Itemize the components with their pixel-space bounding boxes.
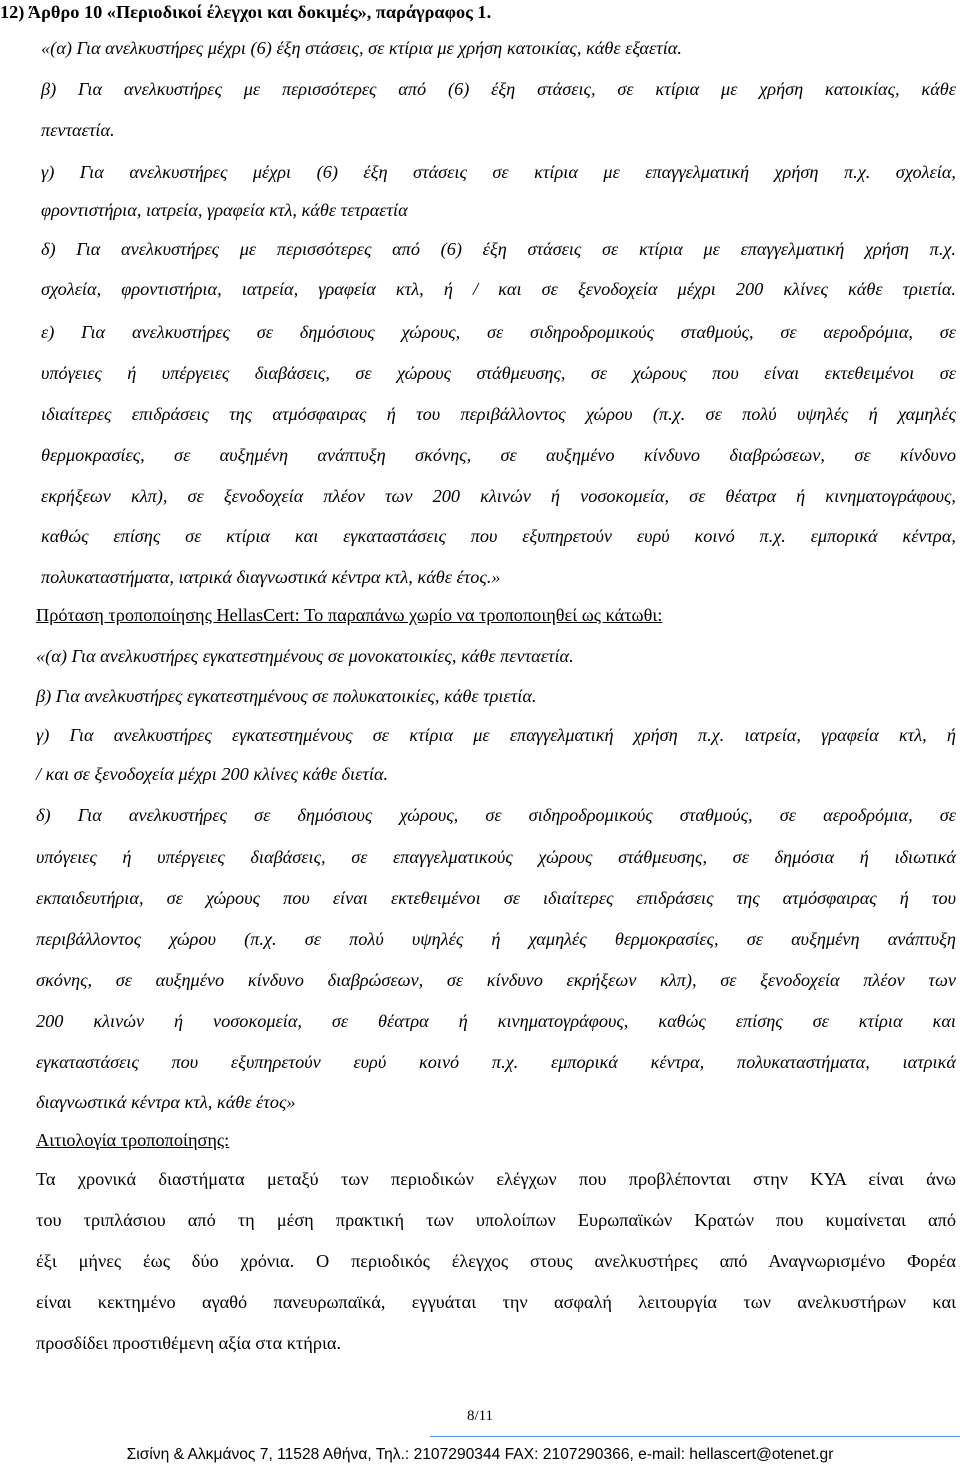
text-line: πολυκαταστήματα, ιατρικά διαγνωστικά κέντρα κτλ, κάθε έτος.» xyxy=(41,567,501,587)
text-line: πενταετία. xyxy=(41,120,115,140)
text-line: καθώς επίσης σε κτίρια και εγκαταστάσεις που εξυπηρετούν ευρύ κοινό π.χ. εμπορικά κέντρα, xyxy=(41,526,956,546)
text-line: εκπαιδευτήρια, σε χώρους που είναι εκτεθειμένοι σε ιδιαίτερες επιδράσεις της ατμόσφαιρας ή του xyxy=(36,888,956,908)
text-line: γ) Για ανελκυστήρες μέχρι (6) έξη στάσεις σε κτίρια με επαγγελματική χρήση π.χ. σχολεία, xyxy=(41,162,956,182)
text-line: Τα χρονικά διαστήματα μεταξύ των περιοδικών ελέγχων που προβλέπονται στην ΚΥΑ είναι άνω xyxy=(36,1169,956,1189)
text-line: ε) Για ανελκυστήρες σε δημόσιους χώρους, σε σιδηροδρομικούς σταθμούς, σε αεροδρόμια, σε xyxy=(41,322,956,342)
footer-divider xyxy=(430,1436,960,1437)
page-number: 8/11 xyxy=(466,1408,494,1424)
text-line: ιδιαίτερες επιδράσεις της ατμόσφαιρας ή του περιβάλλοντος χώρου (π.χ. σε πολύ υψηλές ή χαμηλές xyxy=(41,404,956,424)
text-line: β) Για ανελκυστήρες εγκατεστημένους σε πολυκατοικίες, κάθε τριετία. xyxy=(36,686,537,706)
text-line: είναι κεκτημένο αγαθό πανευρωπαϊκά, εγγυάται την ασφαλή λειτουργία των ανελκυστήρων και xyxy=(36,1292,956,1312)
text-line: προσδίδει προστιθέμενη αξία στα κτήρια. xyxy=(36,1333,342,1353)
text-line: / και σε ξενοδοχεία μέχρι 200 κλίνες κάθε διετία. xyxy=(36,764,389,784)
text-line: εκρήξεων κλπ), σε ξενοδοχεία πλέον των 200 κλινών ή νοσοκομεία, σε θέατρα ή κινηματογράφους, xyxy=(41,486,956,506)
text-line: «(α) Για ανελκυστήρες μέχρι (6) έξη στάσεις, σε κτίρια με χρήση κατοικίας, κάθε εξαετία. xyxy=(41,38,682,58)
text-line: περιβάλλοντος χώρου (π.χ. σε πολύ υψηλές ή χαμηλές θερμοκρασίες, σε αυξημένη ανάπτυξη xyxy=(36,929,956,949)
text-line: του τριπλάσιου από τη μέση πρακτική των υπολοίπων Ευρωπαϊκών Κρατών που κυμαίνεται από xyxy=(36,1210,956,1230)
text-line: έξι μήνες έως δύο χρόνια. Ο περιοδικός έλεγχος στους ανελκυστήρες από Αναγνωρισμένο Φορέα xyxy=(36,1251,956,1271)
section-heading: 12) Άρθρο 10 «Περιοδικοί έλεγχοι και δοκιμές», παράγραφος 1. xyxy=(0,2,492,22)
proposal-heading: Πρόταση τροποποίησης HellasCert: Το παραπάνω χωρίο να τροποποιηθεί ως κάτωθι: xyxy=(36,605,663,625)
text-line: υπόγειες ή υπέργειες διαβάσεις, σε χώρους στάθμευσης, σε χώρους που είναι εκτεθειμένοι σε xyxy=(41,363,956,383)
text-line: γ) Για ανελκυστήρες εγκατεστημένους σε κτίρια με επαγγελματική χρήση π.χ. ιατρεία, γραφεία κτλ, ή xyxy=(36,725,956,745)
text-line: σχολεία, φροντιστήρια, ιατρεία, γραφεία κτλ, ή / και σε ξενοδοχεία μέχρι 200 κλίνες κάθε τριετία. xyxy=(41,279,956,299)
text-line: δ) Για ανελκυστήρες σε δημόσιους χώρους, σε σιδηροδρομικούς σταθμούς, σε αεροδρόμια, σε xyxy=(36,805,956,825)
text-line: 200 κλινών ή νοσοκομεία, σε θέατρα ή κινηματογράφους, καθώς επίσης σε κτίρια και xyxy=(36,1011,956,1031)
text-line: εγκαταστάσεις που εξυπηρετούν ευρύ κοινό π.χ. εμπορικά κέντρα, πολυκαταστήματα, ιατρικά xyxy=(36,1052,956,1072)
text-line: σκόνης, σε αυξημένο κίνδυνο διαβρώσεων, σε κίνδυνο εκρήξεων κλπ), σε ξενοδοχεία πλέον των xyxy=(36,970,956,990)
text-line: «(α) Για ανελκυστήρες εγκατεστημένους σε μονοκατοικίες, κάθε πενταετία. xyxy=(36,646,574,666)
justification-heading: Αιτιολογία τροποποίησης: xyxy=(36,1130,230,1150)
text-line: διαγνωστικά κέντρα κτλ, κάθε έτος» xyxy=(36,1092,296,1112)
text-line: φροντιστήρια, ιατρεία, γραφεία κτλ, κάθε τετραετία xyxy=(41,200,408,220)
text-line: δ) Για ανελκυστήρες με περισσότερες από (6) έξη στάσεις σε κτίρια με επαγγελματική χρήση π.χ. xyxy=(41,239,956,259)
text-line: θερμοκρασίες, σε αυξημένη ανάπτυξη σκόνης, σε αυξημένο κίνδυνο διαβρώσεων, σε κίνδυνο xyxy=(41,445,956,465)
text-line: β) Για ανελκυστήρες με περισσότερες από (6) έξη στάσεις, σε κτίρια με χρήση κατοικίας, κάθε xyxy=(41,79,956,99)
text-line: υπόγειες ή υπέργειες διαβάσεις, σε επαγγελματικούς χώρους στάθμευσης, σε δημόσια ή ιδιωτικά xyxy=(36,847,956,867)
footer-contact: Σισίνη & Αλκμάνος 7, 11528 Αθήνα, Τηλ.: 2107290344 FAX: 2107290366, e-mail: hellascert@otenet.gr xyxy=(126,1446,834,1463)
